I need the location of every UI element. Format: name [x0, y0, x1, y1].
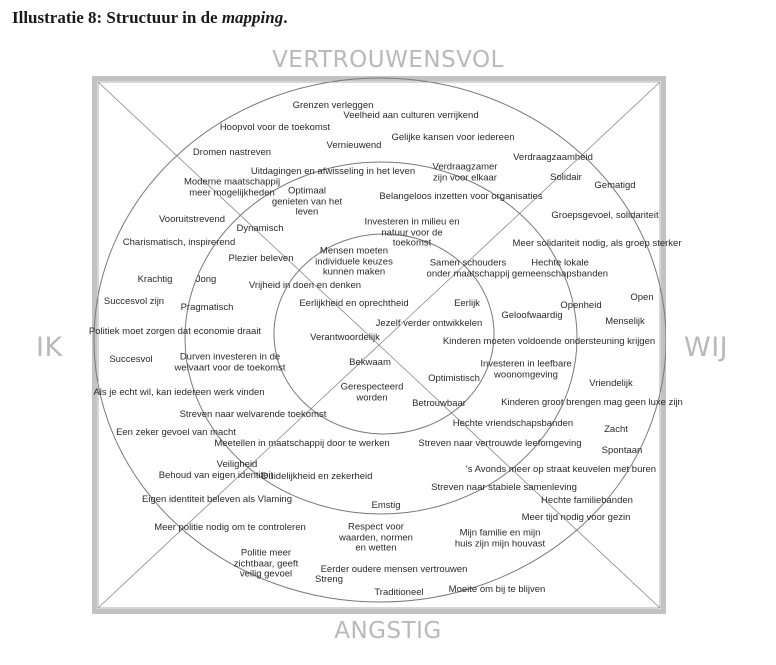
diagram-label: Investeren in leefbare woonomgeving [480, 358, 572, 380]
diagram-label: Hoopvol voor de toekomst [219, 121, 331, 133]
diagram-label: Pragmatisch [180, 301, 234, 313]
diagram-label: Menselijk [605, 315, 645, 327]
figure-caption [12, 8, 287, 28]
diagram-label: Grenzen verleggen [292, 99, 374, 111]
diagram-label: Meer politie nodig om te controleren [154, 521, 306, 533]
diagram-label: Zacht [604, 423, 628, 435]
diagram-label: Verdraagzamer zijn voor elkaar [432, 161, 498, 183]
diagram-label: Investeren in milieu en natuur voor de toekomst [364, 216, 460, 249]
diagram-label: Jezelf verder ontwikkelen [375, 317, 483, 329]
diagram-label: Geloofwaardig [501, 309, 563, 321]
diagram-label: Streven naar welvarende toekomst [179, 408, 327, 420]
diagram-label: Moeite om bij te blijven [448, 583, 546, 595]
diagram-label: 's Avonds meer op straat keuvelen met buren [465, 463, 657, 475]
diagram-label: Moderne maatschappij meer mogelijkheden [183, 176, 281, 198]
axis-label-left: IK [36, 332, 63, 363]
diagram-label: Duidelijkheid en zekerheid [261, 470, 373, 482]
diagram-label: Eerlijk [454, 297, 480, 309]
diagram-label: Politiek moet zorgen dat economie draait [88, 325, 262, 337]
diagram-label: Succesvol zijn [103, 295, 165, 307]
diagram-label: Hechte familiebanden [541, 494, 633, 506]
diagram-label: Verantwoordelijk [310, 331, 380, 343]
diagram-label: Meer solidariteit nodig, als groep sterker [512, 237, 682, 249]
diagram-label: Verdraagzaamheid [513, 151, 593, 163]
diagram-label: Succesvol [109, 353, 153, 365]
caption-prefix: Illustratie 8: Structuur in de [12, 8, 222, 27]
diagram-label: Gelijke kansen voor iedereen [391, 131, 515, 143]
diagram-label: Belangeloos inzetten voor organisaties [379, 190, 543, 202]
diagram-label: Spontaan [601, 444, 643, 456]
diagram-label: Uitdagingen en afwisseling in het leven [250, 165, 416, 177]
diagram-label: Streven naar stabiele samenleving [431, 481, 577, 493]
diagram-label: Gerespecteerd worden [340, 381, 404, 403]
diagram-label: Bekwaam [349, 356, 391, 368]
diagram-label: Vriendelijk [589, 377, 633, 389]
diagram-label: Durven investeren in de welvaart voor de toekomst [174, 351, 286, 373]
diagram-label: Traditioneel [374, 586, 424, 598]
diagram-label: Betrouwbaar [412, 397, 466, 409]
diagram-label: Samen schouders onder maatschappij [426, 257, 510, 279]
diagram-label: Jong [195, 273, 217, 285]
axis-label-top: VERTROUWENSVOL [272, 47, 504, 73]
diagram-label: Gematigd [594, 179, 636, 191]
label-layer [88, 76, 683, 614]
diagram-label: Streng [315, 573, 343, 585]
diagram-label: Vooruitstrevend [158, 213, 226, 225]
diagram-label: Meer tijd nodig voor gezin [521, 511, 631, 523]
diagram-label: Veelheid aan culturen verrijkend [343, 109, 479, 121]
diagram-label: Eigen identiteit beleven als Vlaming [142, 493, 292, 505]
axis-label-bottom: ANGSTIG [334, 618, 442, 644]
diagram-label: Charismatisch, inspirerend [122, 236, 236, 248]
caption-emphasis: mapping [221, 8, 284, 27]
diagram-label: Mijn familie en mijn huis zijn mijn houvast [454, 527, 546, 549]
caption-suffix: . [283, 8, 288, 27]
diagram-label: Als je echt wil, kan iedereen werk vinden [93, 386, 265, 398]
diagram-label: Meetellen in maatschappij door te werken [214, 437, 390, 449]
diagram-label: Veiligheid [216, 458, 258, 470]
diagram-label: Kinderen moeten voldoende ondersteuning krijgen [442, 335, 656, 347]
diagram-label: Dynamisch [236, 222, 284, 234]
diagram-label: Streven naar vertrouwde leefomgeving [418, 437, 582, 449]
diagram-label: Openheid [560, 299, 602, 311]
diagram-label: Dromen nastreven [192, 146, 272, 158]
diagram-label: Een zeker gevoel van macht [116, 426, 236, 438]
axis-label-right: WIJ [684, 332, 729, 363]
diagram-label: Behoud van eigen identiteit [158, 469, 274, 481]
diagram-label: Vernieuwend [326, 139, 382, 151]
diagram-label: Politie meer zichtbaar, geeft veilig gevoel [233, 547, 299, 580]
diagram-label: Eerlijkheid en oprechtheid [299, 297, 409, 309]
diagram-label: Kinderen groot brengen mag geen luxe zijn [501, 396, 683, 408]
diagram-label: Krachtig [137, 273, 173, 285]
diagram-label: Vrijheid in doen en denken [248, 279, 362, 291]
diagram-label: Mensen moeten individuele keuzes kunnen maken [315, 245, 393, 278]
diagram-label: Solidair [550, 171, 582, 183]
diagram-label: Plezier beleven [228, 252, 294, 264]
diagram-label: Optimaal genieten van het leven [271, 185, 343, 218]
diagram-label: Emstig [371, 499, 401, 511]
diagram-label: Open [630, 291, 654, 303]
diagram-label: Eerder oudere mensen vertrouwen [320, 563, 468, 575]
diagram-label: Optimistisch [428, 372, 480, 384]
diagram-label: Respect voor waarden, normen en wetten [339, 521, 413, 554]
diagram-label: Hechte vriendschapsbanden [452, 417, 574, 429]
diagram-label: Groepsgevoel, solidariteit [551, 209, 659, 221]
diagram-label: Hechte lokale gemeenschapsbanden [511, 257, 609, 279]
mapping-diagram [88, 76, 683, 614]
